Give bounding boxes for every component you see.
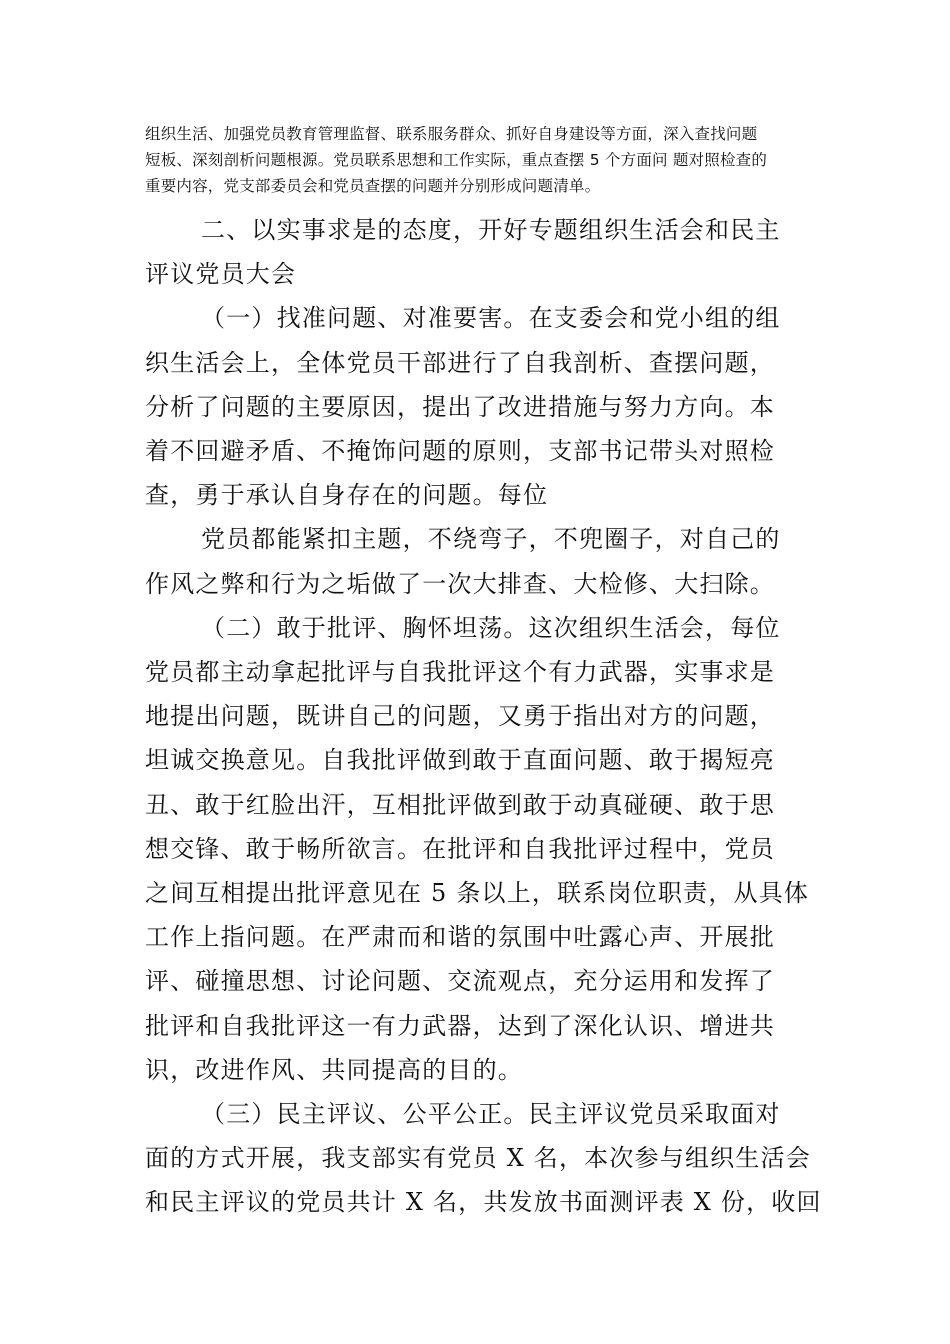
paragraph-line: 党员都能紧扣主题，不绕弯子，不兜圈子，对自己的 [201, 525, 781, 554]
paragraph-line: 想交锋、敢于畅所欲言。在批评和自我批评过程中，党员 [145, 834, 775, 863]
heading-line: 二、以实事求是的态度，开好专题组织生活会和民主 [201, 216, 781, 244]
paragraph-line: 和民主评议的党员共计 X 名，共发放书面测评表 X 份，收回 [145, 1188, 822, 1217]
paragraph-line: 面的方式开展，我支部实有党员 X 名，本次参与组织生活会 [145, 1144, 811, 1173]
section-heading-2 [145, 208, 807, 296]
paragraph-line: 丑、敢于红脸出汗，互相批评做到敢于动真碰硬、敢于思 [145, 790, 775, 819]
paragraph-line: （三）民主评议、公平公正。民主评议党员采取面对 [201, 1100, 781, 1129]
paragraph-line: 织生活会上，全体党员干部进行了自我剖析、查摆问题， [145, 348, 775, 377]
paragraph-criticism [145, 606, 810, 1092]
paragraph-line: 评、碰撞思想、讨论问题、交流观点，充分运用和发挥了 [145, 967, 775, 996]
intro-line: 重要内容，党支部委员会和党员查摆的问题并分别形成问题清单。 [145, 177, 601, 195]
paragraph-line: 之间互相提出批评意见在 5 条以上，联系岗位职责，从具体 [145, 879, 810, 908]
paragraph-line: 地提出问题，既讲自己的问题，又勇于指出对方的问题， [145, 702, 775, 731]
paragraph-line: 着不回避矛盾、不掩饰问题的原则，支部书记带头对照检 [145, 437, 775, 466]
paragraph-line: 分析了问题的主要原因，提出了改进措施与努力方向。本 [145, 392, 775, 421]
paragraph-democratic-review [145, 1092, 822, 1225]
paragraph-line: 坦诚交换意见。自我批评做到敢于直面问题、敢于揭短亮 [145, 746, 775, 775]
paragraph-line: （一）找准问题、对准要害。在支委会和党小组的组 [201, 304, 781, 333]
paragraph-line: 识，改进作风、共同提高的目的。 [145, 1055, 523, 1084]
paragraph-line: 工作上指问题。在严肃而和谐的氛围中吐露心声、开展批 [145, 923, 775, 952]
heading-line: 评议党员大会 [145, 260, 297, 289]
paragraph-line: 查，勇于承认自身存在的问题。每位 [145, 481, 549, 510]
paragraph-line: 作风之弊和行为之垢做了一次大排查、大检修、大扫除。 [145, 569, 775, 598]
body-text [145, 208, 822, 1225]
intro-line: 组织生活、加强党员教育管理监督、联系服务群众、抓好自身建设等方面，深入查找问题 [145, 125, 758, 143]
paragraph-find-problems [145, 296, 807, 517]
intro-paragraph [145, 121, 807, 199]
paragraph-members-focus [145, 517, 807, 605]
paragraph-line: 批评和自我批评这一有力武器，达到了深化认识、增进共 [145, 1011, 775, 1040]
paragraph-line: （二）敢于批评、胸怀坦荡。这次组织生活会，每位 [201, 613, 781, 642]
intro-line: 短板、深刻剖析问题根源。党员联系思想和工作实际，重点查摆 5 个方面问 题对照检查的 [145, 151, 768, 169]
paragraph-line: 党员都主动拿起批评与自我批评这个有力武器，实事求是 [145, 658, 775, 687]
